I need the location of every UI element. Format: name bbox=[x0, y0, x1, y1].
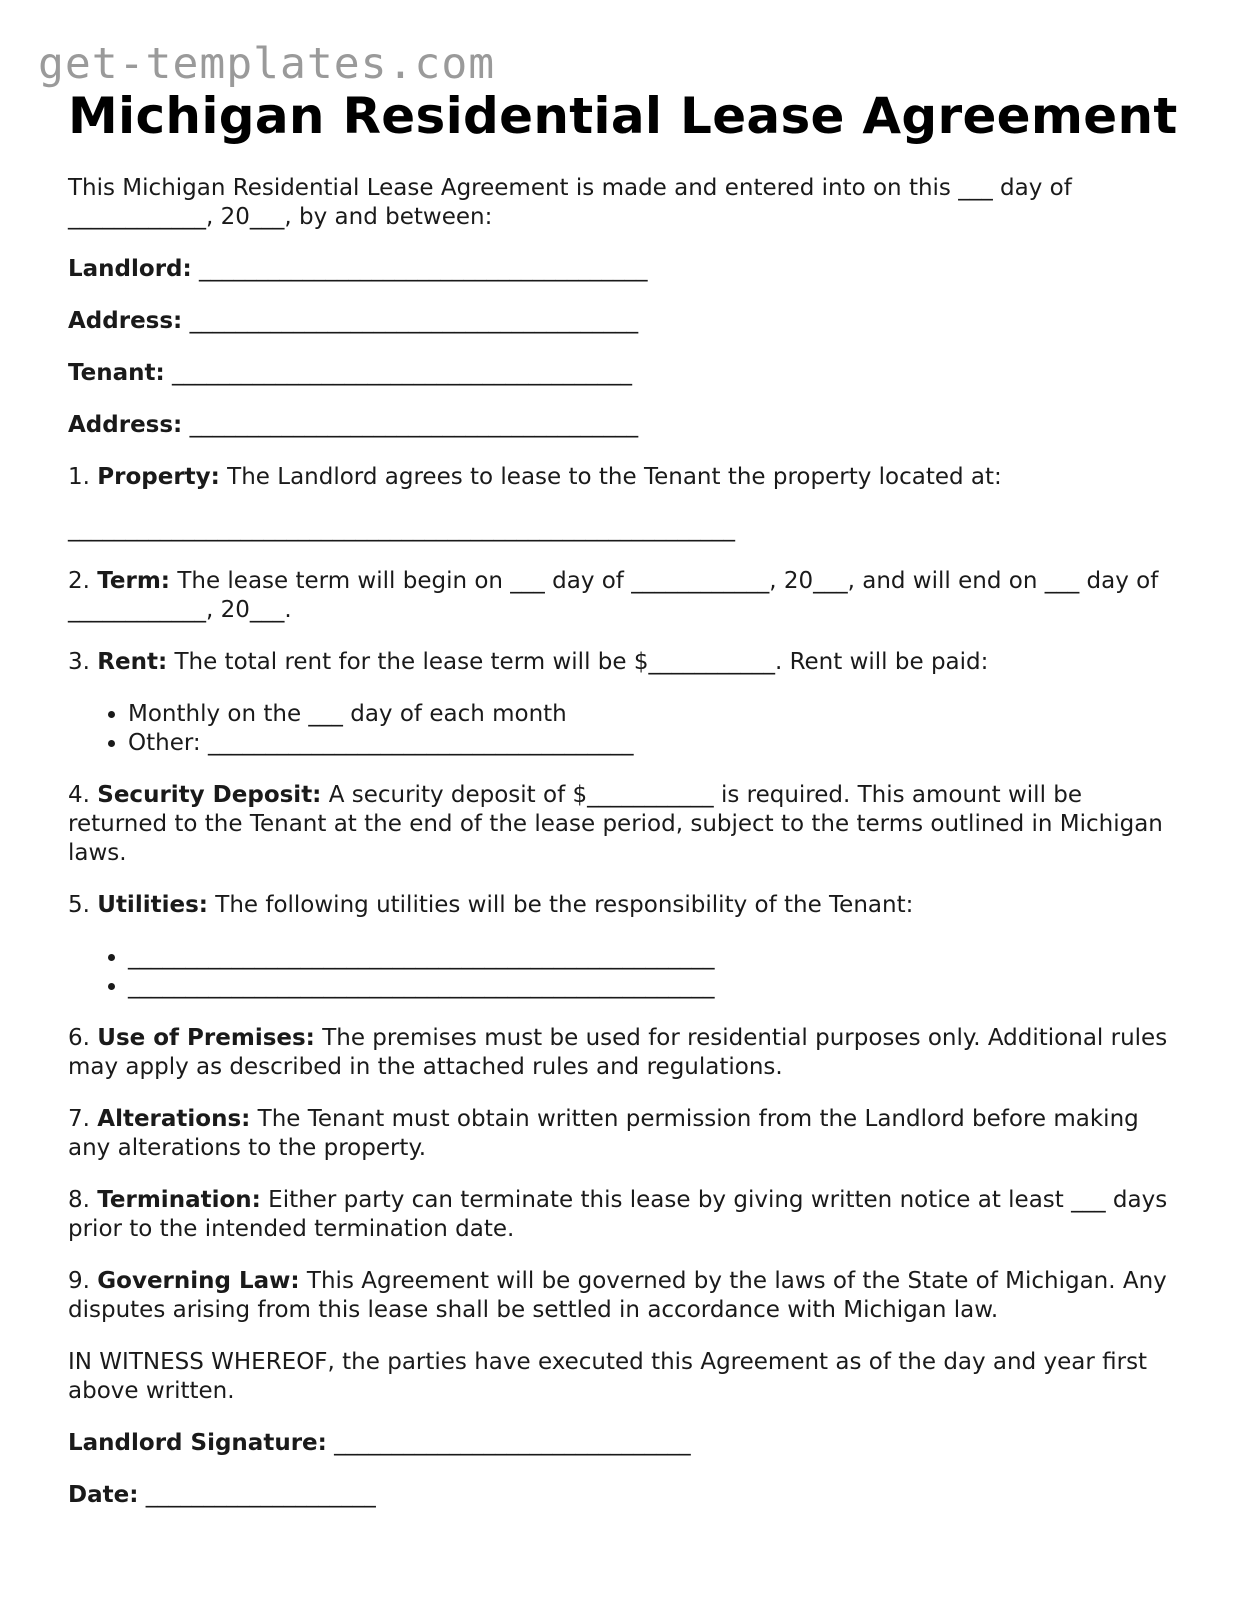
landlord-signature-field bbox=[68, 1429, 1183, 1458]
property-address-input[interactable]: __________________________________________________________ bbox=[68, 516, 735, 542]
document bbox=[68, 86, 1183, 1510]
utilities-list bbox=[68, 943, 1183, 1001]
tenant-address-input[interactable]: _______________________________________ bbox=[189, 412, 639, 438]
landlord-address-field bbox=[68, 307, 1183, 336]
list-item[interactable]: • ___________________________________________________ bbox=[128, 943, 1183, 972]
section-text: A security deposit of $___________ is required. This amount will be returned to the Tenant at the end of the lease period, subject to the terms outlined in Michigan laws. bbox=[68, 782, 1163, 866]
section-use-of-premises bbox=[68, 1024, 1183, 1082]
tenant-address-label: Address: bbox=[68, 412, 183, 438]
section-text: The Tenant must obtain written permission from the Landlord before making any alterations to the property. bbox=[68, 1106, 1139, 1161]
section-text: The following utilities will be the responsibility of the Tenant: bbox=[215, 892, 914, 918]
list-item: • Monthly on the ___ day of each month bbox=[128, 700, 1183, 729]
section-text: The lease term will begin on ___ day of ____________, 20___, and will end on ___ day of ____________, 20___. bbox=[68, 568, 1159, 623]
section-heading: Rent: bbox=[97, 649, 168, 675]
section-text: The total rent for the lease term will be $___________. Rent will be paid: bbox=[174, 649, 989, 675]
section-number: 2. bbox=[68, 568, 90, 594]
section-heading: Utilities: bbox=[97, 892, 208, 918]
section-governing-law bbox=[68, 1267, 1183, 1325]
section-alterations bbox=[68, 1105, 1183, 1163]
section-security-deposit bbox=[68, 781, 1183, 868]
tenant-input[interactable]: ________________________________________ bbox=[172, 360, 633, 386]
list-item[interactable]: • ___________________________________________________ bbox=[128, 972, 1183, 1001]
date-field bbox=[68, 1481, 1183, 1510]
section-number: 1. bbox=[68, 464, 90, 490]
date-input[interactable]: ____________________ bbox=[145, 1482, 376, 1508]
section-heading: Termination: bbox=[97, 1187, 261, 1213]
section-heading: Alterations: bbox=[97, 1106, 251, 1132]
landlord-input[interactable]: _______________________________________ bbox=[199, 256, 648, 282]
landlord-address-label: Address: bbox=[68, 308, 183, 334]
section-number: 3. bbox=[68, 649, 90, 675]
section-number: 5. bbox=[68, 892, 90, 918]
section-number: 8. bbox=[68, 1187, 90, 1213]
watermark: get-templates.com bbox=[38, 39, 496, 89]
section-heading: Use of Premises: bbox=[97, 1025, 315, 1051]
landlord-address-input[interactable]: _______________________________________ bbox=[189, 308, 639, 334]
section-number: 6. bbox=[68, 1025, 90, 1051]
section-utilities bbox=[68, 891, 1183, 920]
landlord-field bbox=[68, 255, 1183, 284]
section-number: 9. bbox=[68, 1268, 90, 1294]
document-title: Michigan Residential Lease Agreement bbox=[68, 87, 1178, 145]
section-heading: Governing Law: bbox=[97, 1268, 300, 1294]
tenant-field bbox=[68, 359, 1183, 388]
section-heading: Term: bbox=[97, 568, 171, 594]
section-heading: Security Deposit: bbox=[97, 782, 322, 808]
tenant-label: Tenant: bbox=[68, 360, 165, 386]
landlord-signature-label: Landlord Signature: bbox=[68, 1430, 327, 1456]
section-rent bbox=[68, 648, 1183, 677]
section-text: Either party can terminate this lease by giving written notice at least ___ days prior to the intended termination date. bbox=[68, 1187, 1168, 1242]
tenant-address-field bbox=[68, 411, 1183, 440]
intro-paragraph: This Michigan Residential Lease Agreement is made and entered into on this ___ day of ____________, 20___, by and between: bbox=[68, 175, 1072, 230]
section-termination bbox=[68, 1186, 1183, 1244]
section-term bbox=[68, 567, 1183, 625]
section-number: 7. bbox=[68, 1106, 90, 1132]
witness-paragraph: IN WITNESS WHEREOF, the parties have executed this Agreement as of the day and year first above written. bbox=[68, 1349, 1148, 1404]
landlord-signature-input[interactable]: _______________________________ bbox=[334, 1430, 691, 1456]
section-number: 4. bbox=[68, 782, 90, 808]
rent-options-list bbox=[68, 700, 1183, 758]
list-item: • Other: _____________________________________ bbox=[128, 729, 1183, 758]
section-text: The premises must be used for residential purposes only. Additional rules may apply as described in the attached rules and regulations. bbox=[68, 1025, 1168, 1080]
landlord-label: Landlord: bbox=[68, 256, 192, 282]
section-property bbox=[68, 463, 1183, 492]
section-heading: Property: bbox=[97, 464, 220, 490]
section-text: The Landlord agrees to lease to the Tenant the property located at: bbox=[227, 464, 1002, 490]
section-text: This Agreement will be governed by the laws of the State of Michigan. Any disputes arising from this lease shall be settled in accordance with Michigan law. bbox=[68, 1268, 1167, 1323]
date-label: Date: bbox=[68, 1482, 139, 1508]
